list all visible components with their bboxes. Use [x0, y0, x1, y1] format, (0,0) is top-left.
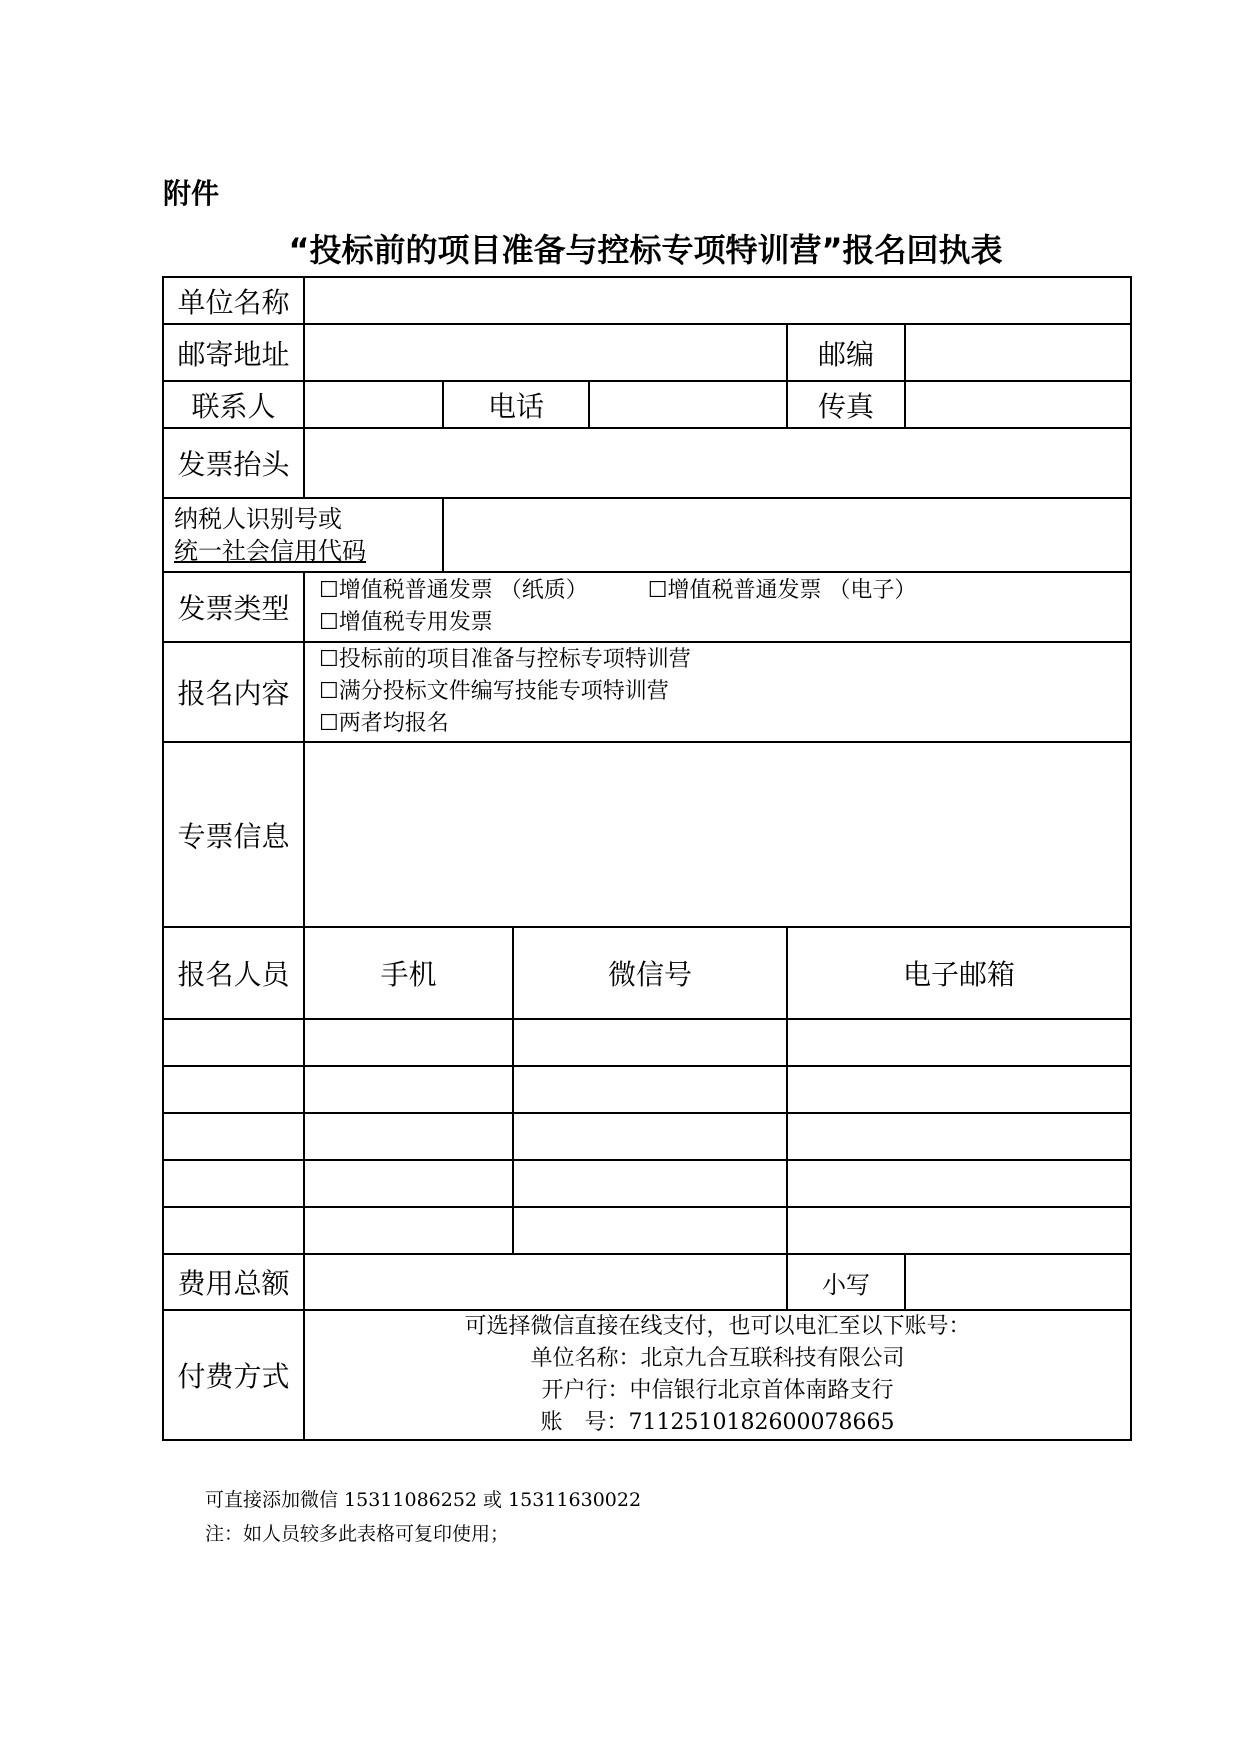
- attendee-wechat-cell[interactable]: [513, 1160, 787, 1207]
- register-option-bid-writing[interactable]: ☐满分投标文件编写技能专项特训营: [319, 679, 669, 704]
- register-content-options: [304, 642, 1131, 742]
- attendee-wechat-cell[interactable]: [513, 1066, 787, 1113]
- attendee-mobile-cell[interactable]: [304, 1113, 513, 1160]
- total-fee-field[interactable]: [304, 1254, 787, 1310]
- phone-field[interactable]: [589, 381, 787, 428]
- payment-line-bank: 开户行：中信银行北京首体南路支行: [541, 1378, 894, 1403]
- attendee-wechat-cell[interactable]: [513, 1207, 787, 1254]
- email-header: 电子邮箱: [787, 927, 1131, 1019]
- contact-label: 联系人: [163, 381, 304, 428]
- fax-label: 传真: [787, 381, 905, 428]
- invoice-type-label: 发票类型: [163, 572, 304, 642]
- special-invoice-label: 专票信息: [163, 742, 304, 927]
- copy-note: 注：如人员较多此表格可复印使用；: [205, 1523, 510, 1545]
- payment-line-intro: 可选择微信直接在线支付，也可以电汇至以下账号：: [464, 1314, 971, 1339]
- attendee-row: [163, 1113, 1131, 1160]
- contact-field[interactable]: [304, 381, 443, 428]
- taxpayer-id-field[interactable]: [443, 498, 1131, 572]
- unit-name-label: 单位名称: [163, 277, 304, 324]
- taxpayer-id-label: [163, 498, 443, 572]
- phone-label: 电话: [443, 381, 589, 428]
- wechat-header: 微信号: [513, 927, 787, 1019]
- footer-notes: [205, 1483, 641, 1551]
- address-label: 邮寄地址: [163, 324, 304, 381]
- postcode-field[interactable]: [905, 324, 1131, 381]
- attendee-email-cell[interactable]: [787, 1019, 1131, 1066]
- invoice-title-field[interactable]: [304, 428, 1131, 498]
- attendee-name-cell[interactable]: [163, 1066, 304, 1113]
- register-option-both[interactable]: ☐两者均报名: [319, 711, 449, 736]
- attendee-row: [163, 1019, 1131, 1066]
- invoice-title-label: 发票抬头: [163, 428, 304, 498]
- attendee-row: [163, 1207, 1131, 1254]
- invoice-option-special[interactable]: ☐增值税专用发票: [319, 610, 493, 635]
- attendee-email-cell[interactable]: [787, 1113, 1131, 1160]
- attendee-name-cell[interactable]: [163, 1113, 304, 1160]
- attendee-wechat-cell[interactable]: [513, 1113, 787, 1160]
- lowercase-field[interactable]: [905, 1254, 1131, 1310]
- taxpayer-id-label-line1: 纳税人识别号或: [174, 505, 342, 533]
- attendee-mobile-cell[interactable]: [304, 1160, 513, 1207]
- invoice-type-options: [304, 572, 1131, 642]
- attendee-email-cell[interactable]: [787, 1160, 1131, 1207]
- register-option-bid-prep[interactable]: ☐投标前的项目准备与控标专项特训营: [319, 647, 691, 672]
- unit-name-field[interactable]: [304, 277, 1131, 324]
- registration-form: [162, 276, 1132, 1441]
- attendee-email-cell[interactable]: [787, 1207, 1131, 1254]
- payment-method-label: 付费方式: [163, 1310, 304, 1440]
- attendee-mobile-cell[interactable]: [304, 1019, 513, 1066]
- attendee-name-cell[interactable]: [163, 1207, 304, 1254]
- invoice-option-electronic[interactable]: ☐增值税普通发票 （电子）: [647, 578, 917, 603]
- taxpayer-id-label-line2: 统一社会信用代码: [174, 537, 366, 565]
- attendee-email-cell[interactable]: [787, 1066, 1131, 1113]
- wechat-contact-note: 可直接添加微信 15311086252 或 15311630022: [205, 1489, 642, 1511]
- invoice-option-paper[interactable]: ☐增值税普通发票 （纸质）: [319, 578, 588, 603]
- attendee-name-cell[interactable]: [163, 1019, 304, 1066]
- total-fee-label: 费用总额: [163, 1254, 304, 1310]
- postcode-label: 邮编: [787, 324, 905, 381]
- attendees-label: 报名人员: [163, 927, 304, 1019]
- register-content-label: 报名内容: [163, 642, 304, 742]
- payment-line-account: 账 号：7112510182600078665: [540, 1410, 895, 1435]
- attendee-mobile-cell[interactable]: [304, 1207, 513, 1254]
- address-field[interactable]: [304, 324, 787, 381]
- form-title: “投标前的项目准备与控标专项特训营”报名回执表: [288, 231, 1003, 269]
- attendee-mobile-cell[interactable]: [304, 1066, 513, 1113]
- fax-field[interactable]: [905, 381, 1131, 428]
- attendee-wechat-cell[interactable]: [513, 1019, 787, 1066]
- payment-info: [304, 1310, 1131, 1440]
- attachment-label: 附件: [163, 177, 220, 210]
- attendee-name-cell[interactable]: [163, 1160, 304, 1207]
- attendee-row: [163, 1066, 1131, 1113]
- payment-line-company: 单位名称：北京九合互联科技有限公司: [530, 1346, 905, 1371]
- mobile-header: 手机: [304, 927, 513, 1019]
- lowercase-label: 小写: [787, 1254, 905, 1310]
- attendee-row: [163, 1160, 1131, 1207]
- special-invoice-field[interactable]: [304, 742, 1131, 927]
